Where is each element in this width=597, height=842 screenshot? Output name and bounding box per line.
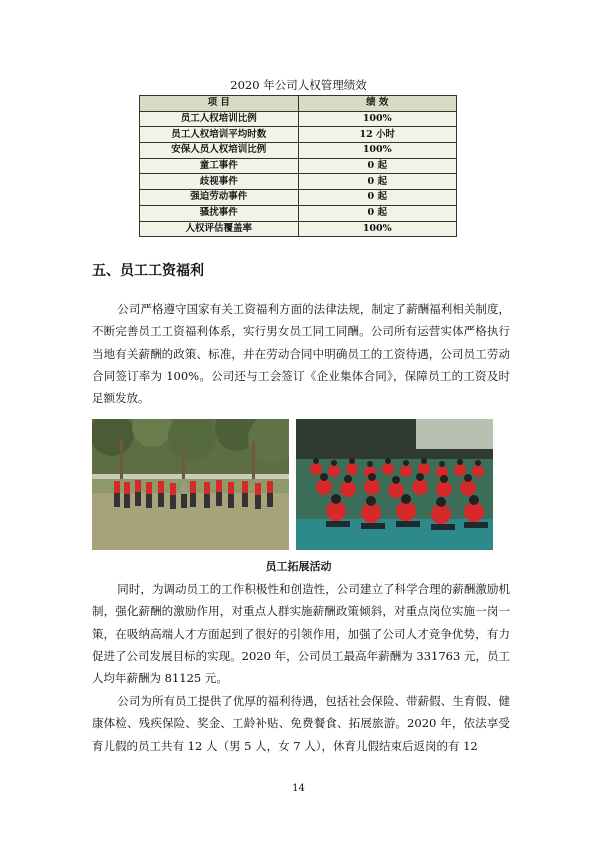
table-cell-item: 安保人员人权培训比例 bbox=[140, 143, 299, 159]
photo-outdoor-activity bbox=[92, 419, 289, 550]
table-cell-value: 100% bbox=[298, 143, 457, 159]
table-row bbox=[140, 174, 457, 190]
table-row bbox=[140, 221, 457, 237]
table-cell-item: 员工人权培训比例 bbox=[140, 111, 299, 127]
table-cell-item: 人权评估覆盖率 bbox=[140, 221, 299, 237]
table-cell-item: 强迫劳动事件 bbox=[140, 190, 299, 206]
table-row bbox=[140, 190, 457, 206]
section-heading: 五、员工工资福利 bbox=[92, 263, 204, 279]
photo-seated-group bbox=[296, 419, 493, 550]
table-row bbox=[140, 205, 457, 221]
performance-table bbox=[139, 95, 457, 237]
table-cell-item: 歧视事件 bbox=[140, 174, 299, 190]
table-row bbox=[140, 127, 457, 143]
table-header-item: 项 目 bbox=[140, 96, 299, 112]
table-cell-value: 0 起 bbox=[298, 174, 457, 190]
table-cell-item: 员工人权培训平均时数 bbox=[140, 127, 299, 143]
photo-caption: 员工拓展活动 bbox=[265, 560, 332, 573]
table-header-performance: 绩 效 bbox=[298, 96, 457, 112]
table-cell-item: 骚扰事件 bbox=[140, 205, 299, 221]
paragraph-benefits: 公司为所有员工提供了优厚的福利待遇，包括社会保险、带薪假、生育假、健康体检、残疾保险、奖金、工龄补贴、免费餐食、拓展旅游。2020 年，依法享受育儿假的员工共有 12 人（男 5 人，女 7 人），休育儿假结束后返岗的有 12 bbox=[92, 694, 510, 753]
table-row bbox=[140, 111, 457, 127]
table-cell-value: 0 起 bbox=[298, 190, 457, 206]
table-row bbox=[140, 143, 457, 159]
paragraph-incentive: 同时，为调动员工的工作积极性和创造性，公司建立了科学合理的薪酬激励机制，强化薪酬的激励作用，对重点人群实施薪酬政策倾斜，对重点岗位实施一岗一策，在吸纳高端人才方面起到了很好的引领作用，加强了公司人才竞争优势，有力促进了公司发展目标的实现。2020 年，公司员工最高年薪酬为 331763 元，员工人均年薪酬为 81125 元。 bbox=[92, 582, 510, 686]
table-cell-value: 12 小时 bbox=[298, 127, 457, 143]
page-number: 14 bbox=[292, 783, 305, 794]
table-header-row bbox=[140, 96, 457, 112]
table-cell-value: 100% bbox=[298, 221, 457, 237]
table-row bbox=[140, 158, 457, 174]
table-title: 2020 年公司人权管理绩效 bbox=[230, 78, 367, 92]
table-cell-value: 0 起 bbox=[298, 158, 457, 174]
paragraph-salary-policy: 公司严格遵守国家有关工资福利方面的法律法规，制定了薪酬福利相关制度，不断完善员工工资福利体系，实行男女员工同工同酬。公司所有运营实体严格执行当地有关薪酬的政策、标准，并在劳动合同中明确员工的工资待遇，公司员工劳动合同签订率为 100%。公司还与工会签订《企业集体合同》，保障员工的工资及时足额发放。 bbox=[92, 302, 510, 406]
table-cell-item: 童工事件 bbox=[140, 158, 299, 174]
table-cell-value: 100% bbox=[298, 111, 457, 127]
table-cell-value: 0 起 bbox=[298, 205, 457, 221]
